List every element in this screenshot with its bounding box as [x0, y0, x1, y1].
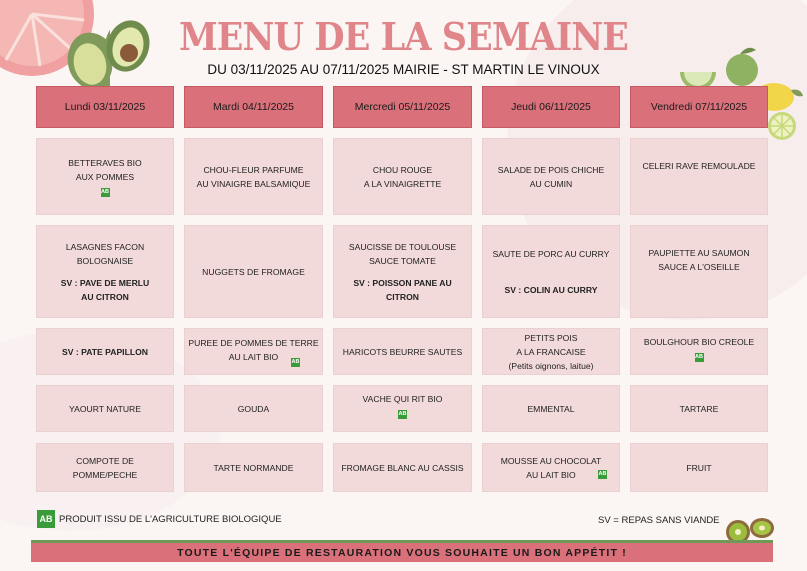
menu-cell-main-wednesday [333, 225, 472, 318]
menu-cell-dairy-thursday [482, 385, 620, 432]
dish-name: AU LAIT BIO [526, 469, 576, 480]
dish-name: LASAGNES FACON [65, 241, 145, 252]
dish-name: POMME/PECHE [72, 469, 138, 480]
dish-name: BOLOGNAISE [76, 255, 134, 266]
menu-cell-dessert-wednesday [333, 443, 472, 492]
day-header-friday: Vendredi 07/11/2025 [630, 86, 768, 128]
vegetarian-option: SV : PAVE DE MERLU [60, 277, 150, 288]
day-header-monday: Lundi 03/11/2025 [36, 86, 174, 128]
dish-name: FRUIT [686, 462, 712, 473]
menu-cell-main-friday [630, 225, 768, 318]
dish-name: MOUSSE AU CHOCOLAT [500, 455, 602, 466]
dish-name: TARTE NORMANDE [213, 462, 294, 473]
dish-name: SAUTE DE PORC AU CURRY [492, 248, 610, 259]
menu-cell-starter-monday [36, 138, 174, 215]
vegetarian-option: SV : POISSON PANE AU [353, 277, 452, 288]
menu-cell-dessert-friday [630, 443, 768, 492]
menu-cell-main-thursday [482, 225, 620, 318]
dish-name: VACHE QUI RIT BIO [362, 394, 443, 404]
menu-cell-starter-tuesday [184, 138, 323, 215]
vegetarian-option: AU CITRON [81, 291, 129, 302]
dish-name: BETTERAVES BIO [68, 158, 142, 168]
organic-ab-icon: AB [598, 471, 607, 477]
menu-cell-side-wednesday [333, 328, 472, 375]
vegetarian-option: SV : COLIN AU CURRY [504, 284, 598, 295]
menu-cell-dairy-friday [630, 385, 768, 432]
menu-cell-dessert-monday [36, 443, 174, 492]
menu-cell-starter-thursday [482, 138, 620, 215]
dish-name: TARTARE [679, 403, 719, 414]
menu-cell-main-tuesday [184, 225, 323, 318]
dish-name: SAUCISSE DE TOULOUSE [348, 241, 457, 252]
organic-legend-text: PRODUIT ISSU DE L'AGRICULTURE BIOLOGIQUE [59, 514, 282, 525]
dish-name: PUREE DE POMMES DE TERRE [188, 338, 319, 348]
dish-name: SAUCE A L'OSEILLE [658, 262, 740, 272]
dish-name: HARICOTS BEURRE SAUTES [342, 346, 463, 357]
menu-cell-main-monday [36, 225, 174, 318]
organic-ab-icon: AB [291, 359, 300, 365]
dish-name: AU VINAIGRE BALSAMIQUE [196, 178, 311, 189]
dish-name: NUGGETS DE FROMAGE [202, 266, 305, 277]
dish-name: PETITS POIS [524, 332, 578, 343]
dish-name: CHOU-FLEUR PARFUME [203, 164, 304, 175]
menu-cell-side-tuesday [184, 328, 323, 375]
page-subtitle: DU 03/11/2025 AU 07/11/2025 MAIRIE - ST MARTIN LE VINOUX [207, 62, 600, 77]
vegetarian-option: SV : PATE PAPILLON [62, 346, 148, 357]
dish-name: FROMAGE BLANC AU CASSIS [341, 462, 464, 473]
dish-name: AUX POMMES [75, 172, 135, 182]
footer-banner: TOUTE L'ÉQUIPE DE RESTAURATION VOUS SOUHAITE UN BON APPÉTIT ! [31, 540, 773, 562]
dish-name: A LA FRANCAISE [516, 346, 586, 357]
menu-cell-dessert-thursday [482, 443, 620, 492]
dish-name: EMMENTAL [527, 403, 575, 414]
dish-name: BOULGHOUR BIO CREOLE [643, 337, 755, 347]
dish-name: SALADE DE POIS CHICHE [497, 164, 605, 175]
day-header-tuesday: Mardi 04/11/2025 [184, 86, 323, 128]
menu-cell-side-thursday [482, 328, 620, 375]
day-header-thursday: Jeudi 06/11/2025 [482, 86, 620, 128]
organic-ab-icon: AB [398, 411, 407, 417]
organic-ab-logo-icon: AB [37, 510, 55, 528]
day-header-wednesday: Mercredi 05/11/2025 [333, 86, 472, 128]
dish-name: AU CUMIN [529, 178, 573, 189]
sv-legend-text: SV = REPAS SANS VIANDE [598, 515, 720, 526]
dish-name: PAUPIETTE AU SAUMON [648, 248, 750, 258]
organic-ab-icon: AB [101, 189, 109, 195]
menu-cell-side-monday [36, 328, 174, 375]
dish-name: SAUCE TOMATE [369, 255, 436, 266]
menu-cell-dessert-tuesday [184, 443, 323, 492]
page-title: MENU DE LA SEMAINE [178, 14, 629, 59]
menu-cell-starter-friday [630, 138, 768, 215]
dish-name: GOUDA [237, 403, 270, 414]
dish-name: YAOURT NATURE [69, 403, 141, 414]
menu-cell-dairy-tuesday [184, 385, 323, 432]
organic-ab-icon: AB [695, 354, 703, 360]
dish-name: A LA VINAIGRETTE [363, 178, 442, 189]
dish-name: AU LAIT BIO [228, 352, 279, 362]
menu-cell-dairy-monday [36, 385, 174, 432]
dish-note: (Petits oignons, laitue) [508, 360, 594, 371]
dish-name: COMPOTE DE [76, 455, 134, 466]
menu-cell-side-friday [630, 328, 768, 375]
menu-cell-starter-wednesday [333, 138, 472, 215]
dish-name: CHOU ROUGE [372, 164, 433, 175]
dish-name: CELERI RAVE REMOULADE [642, 161, 756, 171]
vegetarian-option: CITRON [386, 291, 419, 302]
menu-cell-dairy-wednesday [333, 385, 472, 432]
